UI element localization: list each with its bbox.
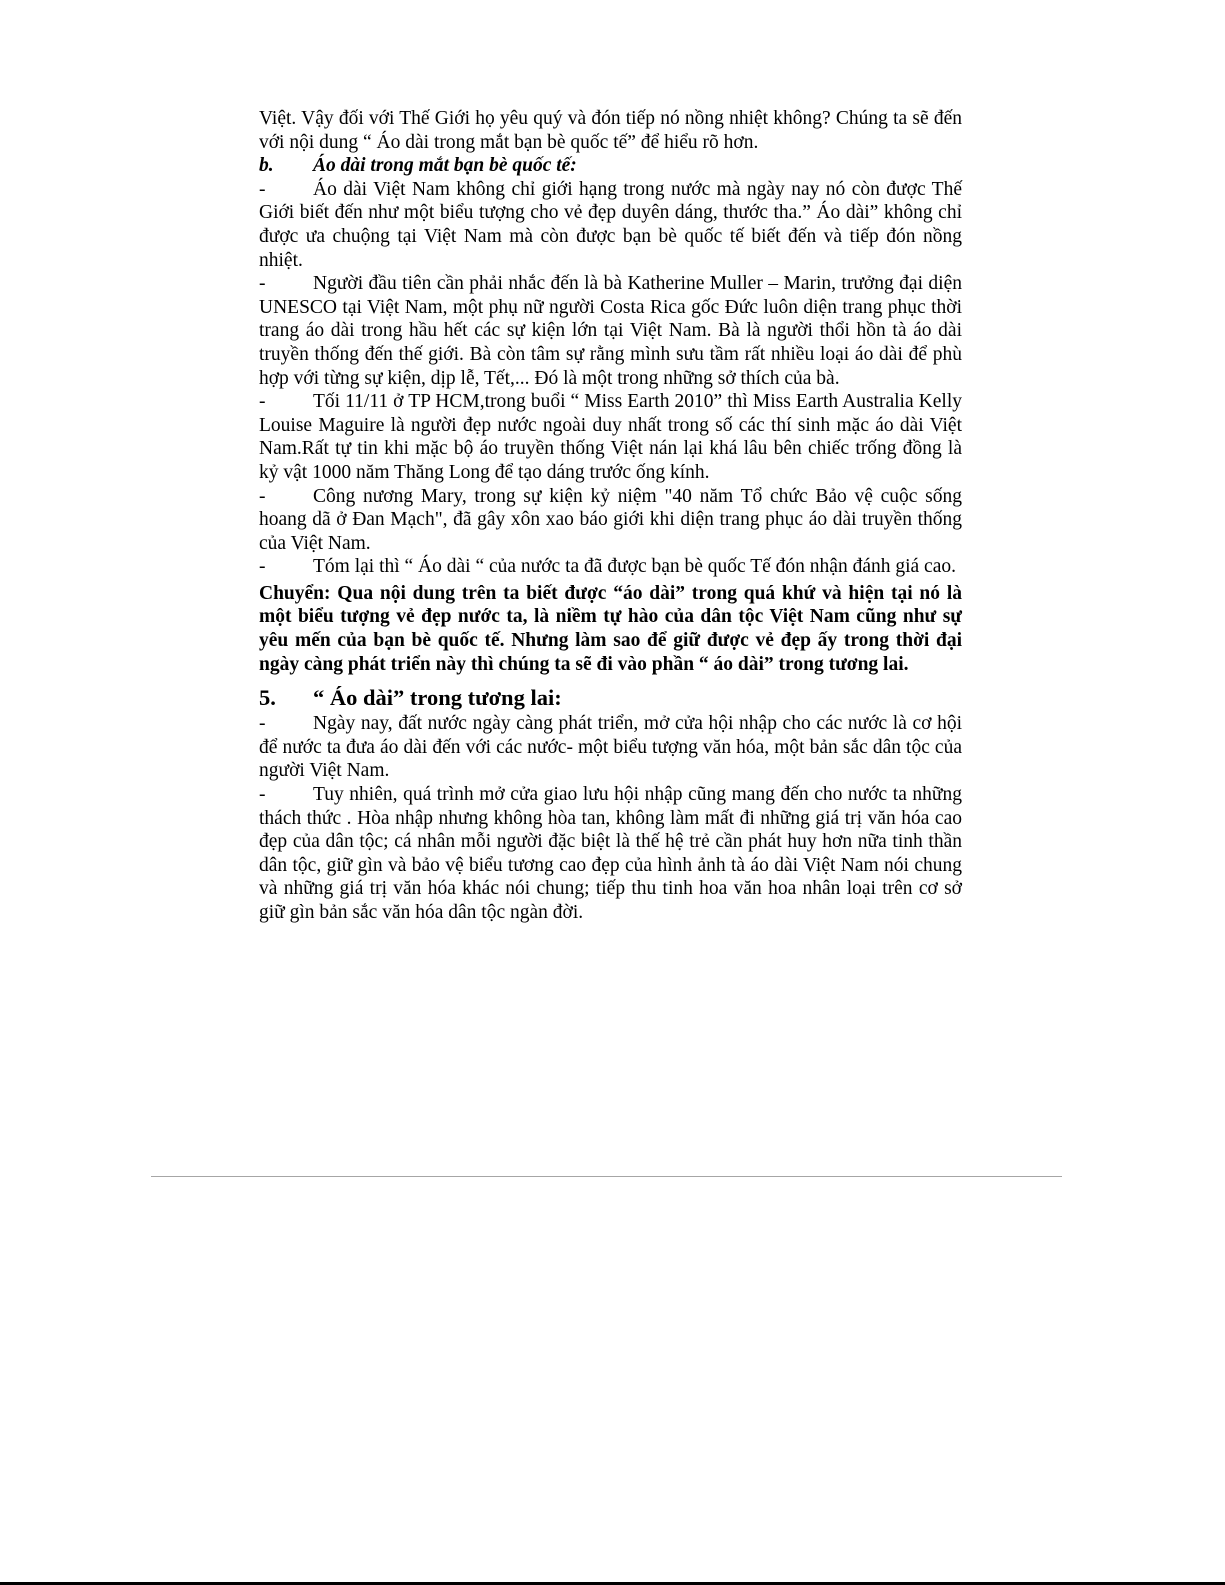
bullet-paragraph <box>259 390 962 484</box>
bullet-text: Tóm lại thì “ Áo dài “ của nước ta đã được bạn bè quốc Tế đón nhận đánh giá cao. <box>313 556 956 578</box>
bullet-paragraph <box>259 178 962 272</box>
section-5-heading <box>259 685 962 711</box>
bullet-text: Người đầu tiên cần phải nhắc đến là bà Katherine Muller – Marin, trưởng đại diện UNESCO tại Việt Nam, một phụ nữ người Costa Rica gốc Đức luôn diện trang phục thời trang áo dài trong hầu hết các sự kiện lớn tại Việt Nam. Bà là người thổi hồn tà áo dài truyền thống đến thế giới. Bà còn tâm sự rằng mình sưu tầm rất nhiều loại áo dài để phù hợp với từng sự kiện, dịp lễ, Tết,... Đó là một trong những sở thích của bà. <box>259 273 962 389</box>
section-b-heading <box>259 154 962 178</box>
bullet-dash: - <box>259 485 266 507</box>
bullet-paragraph <box>259 712 962 783</box>
bullet-dash: - <box>259 556 266 578</box>
bullet-dash: - <box>259 273 266 295</box>
section-5-title: “ Áo dài” trong tương lai: <box>313 685 562 711</box>
section-b-number: b. <box>259 155 274 177</box>
bullet-dash: - <box>259 713 266 735</box>
bullet-text: Áo dài Việt Nam không chỉ giới hạng trong nước mà ngày nay nó còn được Thế Giới biết đến như một biểu tượng cho vẻ đẹp duyên dáng, thước tha.” Áo dài” không chỉ được ưa chuộng tại Việt Nam mà còn được bạn bè quốc tế biết đến và tiếp đón nồng nhiệt. <box>259 178 962 271</box>
bullet-text: Tối 11/11 ở TP HCM,trong buổi “ Miss Earth 2010” thì Miss Earth Australia Kelly Louise Maguire là người đẹp nước ngoài duy nhất trong số các thí sinh mặc áo dài Việt Nam.Rất tự tin khi mặc bộ áo truyền thống Việt nán lại khá lâu bên chiếc trống đồng là kỷ vật 1000 năm Thăng Long để tạo dáng trước ống kính. <box>259 391 962 483</box>
section-b-title: Áo dài trong mắt bạn bè quốc tế: <box>313 155 577 177</box>
bullet-text: Tuy nhiên, quá trình mở cửa giao lưu hội nhập cũng mang đến cho nước ta những thách thức . Hòa nhập nhưng không hòa tan, không làm mất đi những giá trị văn hóa cao đẹp của dân tộc; cá nhân mỗi người đặc biệt là thế hệ trẻ cần phát huy hơn nữa tinh thần dân tộc, giữ gìn và bảo vệ biểu tương cao đẹp của hình ảnh tà áo dài Việt Nam nói chung và những giá trị văn hóa khác nói chung; tiếp thu tinh hoa văn hoa nhân loại trên cơ sở giữ gìn bản sắc văn hóa dân tộc ngàn đời. <box>259 784 962 923</box>
document-page <box>259 107 962 925</box>
bullet-dash: - <box>259 391 266 413</box>
bullet-paragraph <box>259 272 962 390</box>
bullet-paragraph <box>259 555 962 579</box>
page-footer-divider <box>151 1176 1062 1177</box>
bullet-text: Công nương Mary, trong sự kiện kỷ niệm "40 năm Tổ chức Bảo vệ cuộc sống hoang dã ở Đan Mạch", đã gây xôn xao báo giới khi diện trang phục áo dài truyền thống của Việt Nam. <box>259 485 962 554</box>
bullet-paragraph <box>259 485 962 556</box>
transition-paragraph: Chuyển: Qua nội dung trên ta biết được “áo dài” trong quá khứ và hiện tại nó là một biểu tượng vẻ đẹp nước ta, là niềm tự hào của dân tộc Việt Nam cũng như sự yêu mến của bạn bè quốc tế. Nhưng làm sao để giữ được vẻ đẹp ấy trong thời đại ngày càng phát triển này thì chúng ta sẽ đi vào phần “ áo dài” trong tương lai. <box>259 582 962 675</box>
bullet-dash: - <box>259 784 266 806</box>
section-5-number: 5. <box>259 685 276 711</box>
bullet-paragraph <box>259 783 962 925</box>
bullet-dash: - <box>259 178 266 200</box>
intro-paragraph: Việt. Vậy đối với Thế Giới họ yêu quý và đón tiếp nó nồng nhiệt không? Chúng ta sẽ đến với nội dung “ Áo dài trong mắt bạn bè quốc tế” để hiểu rõ hơn. <box>259 108 962 153</box>
bullet-text: Ngày nay, đất nước ngày càng phát triển, mở cửa hội nhập cho các nước là cơ hội để nước ta đưa áo dài đến với các nước- một biểu tượng văn hóa, một bản sắc dân tộc của người Việt Nam. <box>259 713 962 782</box>
